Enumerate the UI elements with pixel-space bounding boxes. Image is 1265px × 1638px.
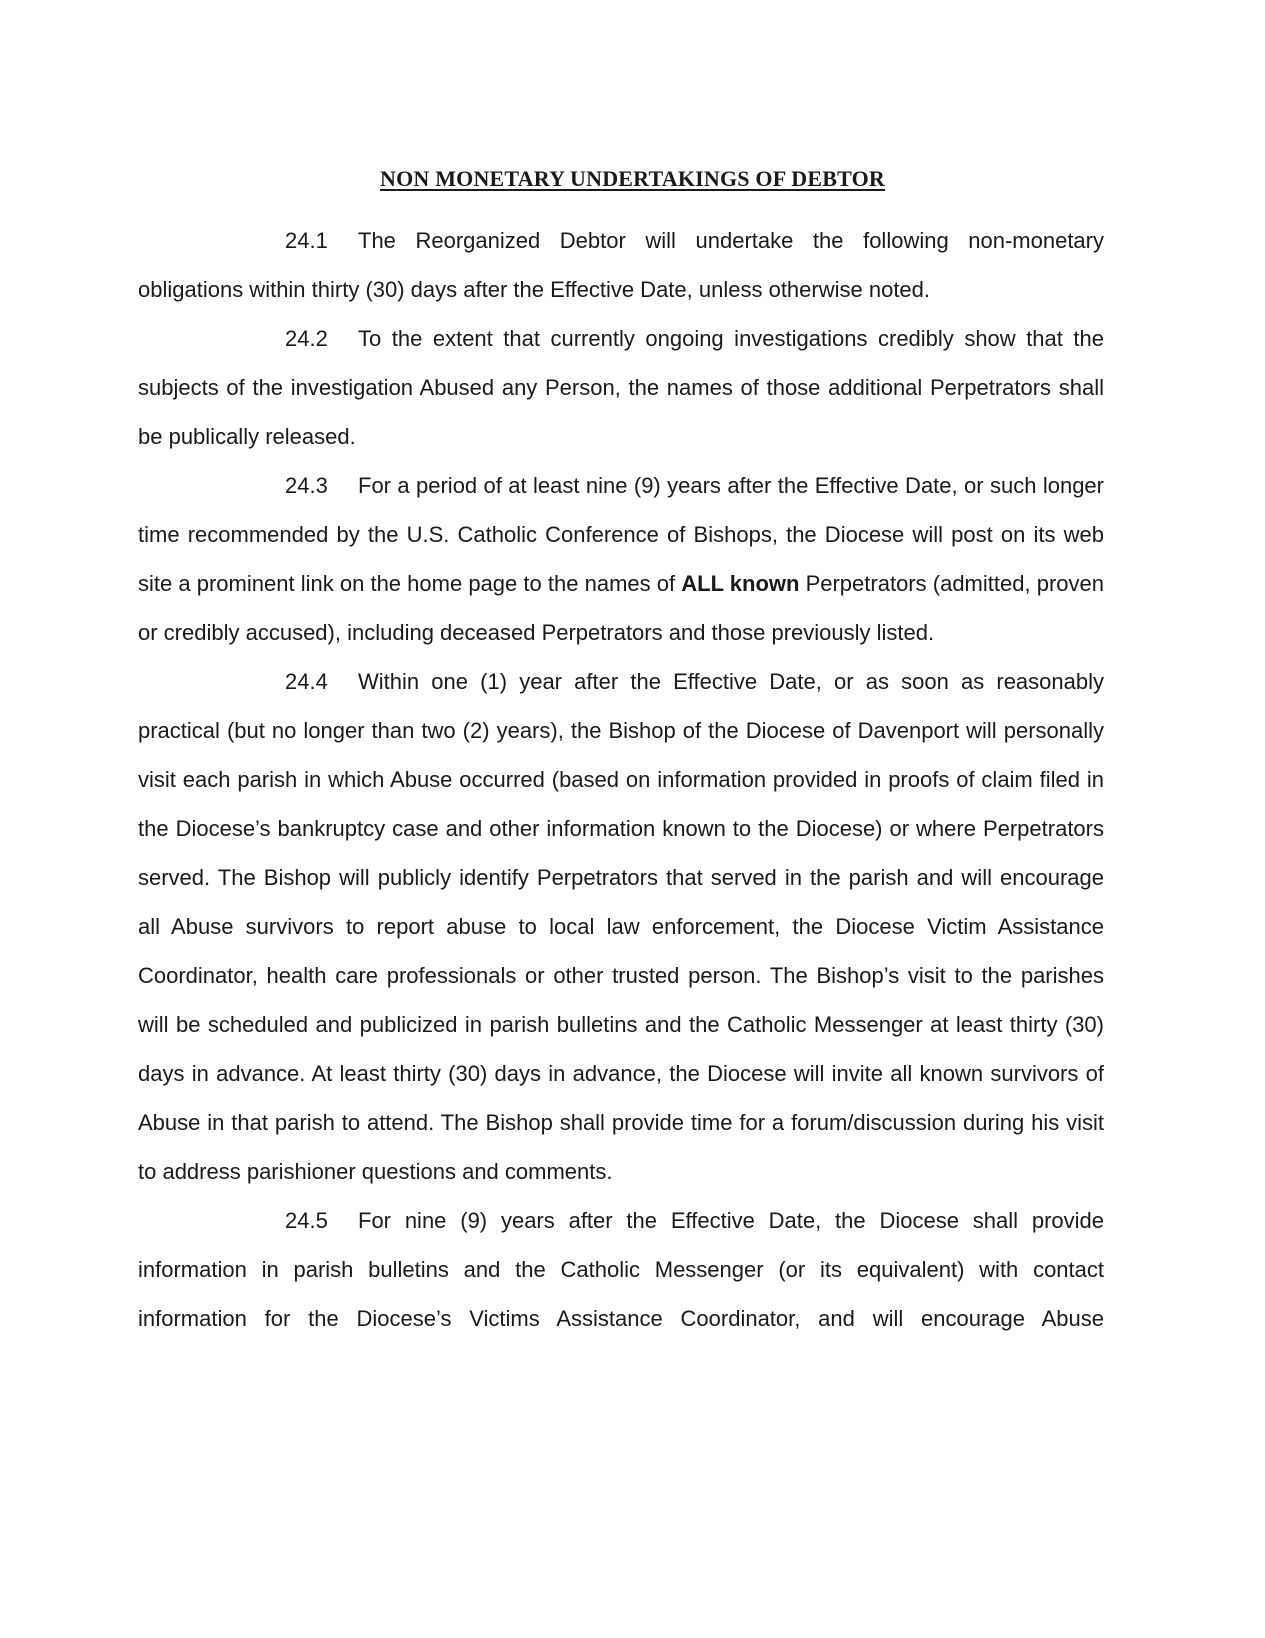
paragraph-number: 24.1: [285, 228, 328, 253]
paragraph-number: 24.2: [285, 326, 328, 351]
paragraph-text: Within one (1) year after the Effective Date, or as soon as reasonably practical (but no longer than two (2) years), the Bishop of the Diocese of Davenport will personally visit each parish in which Abuse occurred (based on information provided in proofs of claim filed in the Diocese’s bankruptcy case and other information known to the Diocese) or where Perpetrators served. The Bishop will publicly identify Perpetrators that served in the parish and will encourage all Abuse survivors to report abuse to local law enforcement, the Diocese Victim Assistance Coordinator, health care professionals or other trusted person. The Bishop’s visit to the parishes will be scheduled and publicized in parish bulletins and the Catholic Messenger at least thirty (30) days in advance. At least thirty (30) days in advance, the Diocese will invite all known survivors of Abuse in that parish to attend. The Bishop shall provide time for a forum/discussion during his visit to address parishioner questions and comments.: [138, 669, 1104, 1184]
document-body: [138, 216, 1104, 1343]
paragraph-24-4: [138, 657, 1104, 1196]
paragraph-text: The Reorganized Debtor will undertake the following non-monetary obligations within thirty (30) days after the Effective Date, unless otherwise noted.: [138, 228, 1104, 302]
paragraph-number: 24.4: [285, 669, 328, 694]
document-title: [0, 166, 1265, 192]
paragraph-24-1: [138, 216, 1104, 314]
paragraph-text: For nine (9) years after the Effective Date, the Diocese shall provide information in parish bulletins and the Catholic Messenger (or its equivalent) with contact information for the Diocese’s Victims Assistance Coordinator, and will encourage Abuse: [138, 1208, 1104, 1331]
document-title-text: NON MONETARY UNDERTAKINGS OF DEBTOR: [380, 166, 885, 191]
paragraph-text: To the extent that currently ongoing investigations credibly show that the subjects of the investigation Abused any Person, the names of those additional Perpetrators shall be publically released.: [138, 326, 1104, 449]
paragraph-number: 24.3: [285, 473, 328, 498]
paragraph-text: Perpetrators (admitted, proven or credibly accused), including deceased Perpetrators and those previously listed.: [138, 571, 1104, 645]
paragraph-emphasis: ALL known: [681, 571, 800, 596]
paragraph-number: 24.5: [285, 1208, 328, 1233]
paragraph-24-2: [138, 314, 1104, 461]
paragraph-24-3: [138, 461, 1104, 657]
paragraph-24-5: [138, 1196, 1104, 1343]
paragraph-text: For a period of at least nine (9) years after the Effective Date, or such longer time recommended by the U.S. Catholic Conference of Bishops, the Diocese will post on its web site a prominent link on the home page to the names of: [138, 473, 1104, 596]
